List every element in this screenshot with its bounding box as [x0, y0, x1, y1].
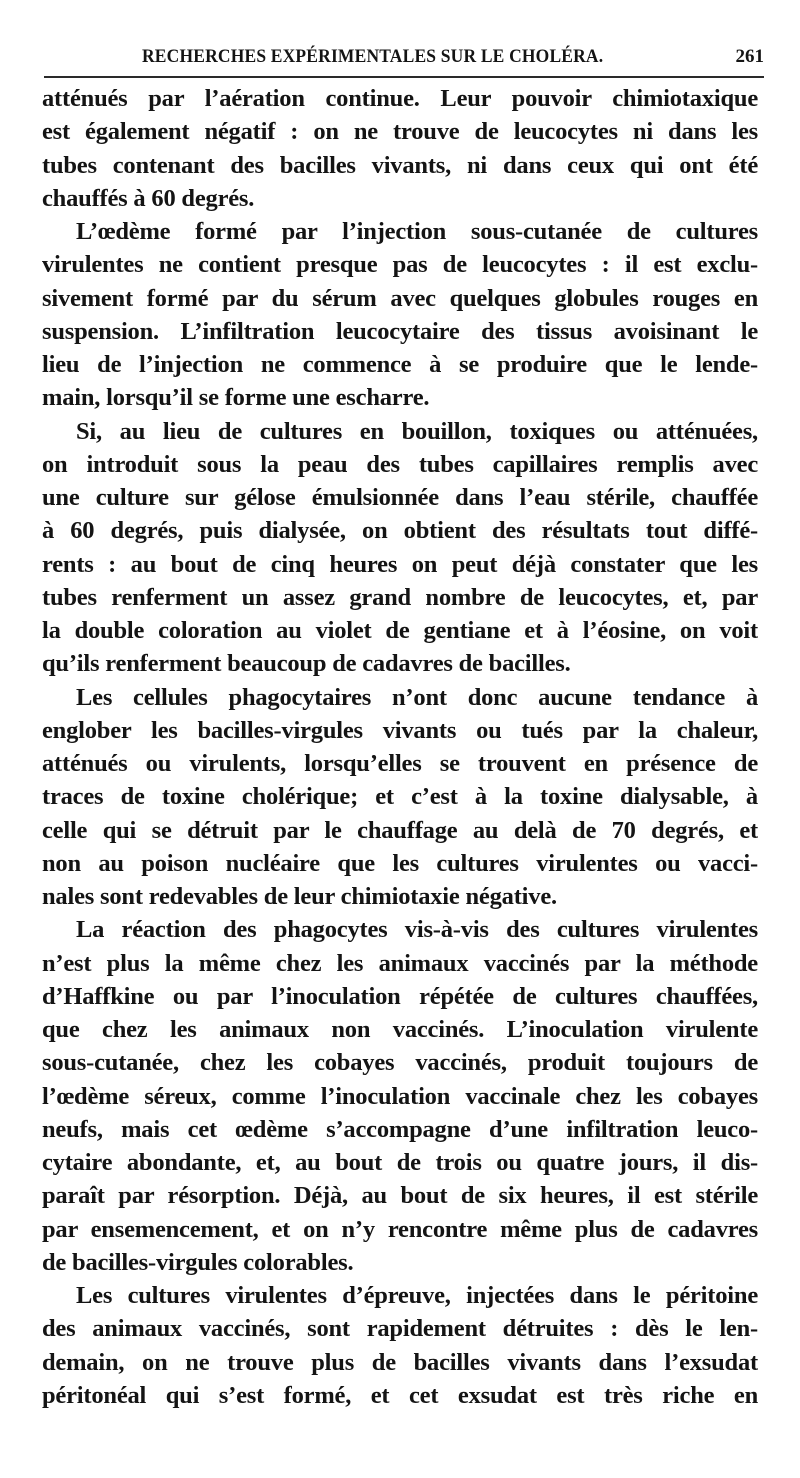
- text-line: rents : au bout de cinq heures on peut déjà constater que les: [42, 550, 758, 578]
- text-line: demain, on ne trouve plus de bacilles vivants dans l’exsudat: [42, 1348, 758, 1376]
- text-line: de bacilles-virgules colorables.: [42, 1248, 354, 1276]
- text-line: virulentes ne contient presque pas de leucocytes : il est exclu-: [42, 251, 758, 279]
- paragraph-start-line: L’œdème formé par l’injection sous-cutanée de cultures: [76, 218, 758, 245]
- text-line: atténués par l’aération continue. Leur pouvoir chimiotaxique: [42, 85, 758, 112]
- text-line: sous-cutanée, chez les cobayes vaccinés, produit toujours de: [42, 1049, 758, 1077]
- text-line: sivement formé par du sérum avec quelques globules rouges en: [42, 284, 758, 312]
- text-line: neufs, mais cet œdème s’accompagne d’une infiltration leuco-: [42, 1115, 758, 1143]
- text-line: traces de toxine cholérique; et c’est à la toxine dialysable, à: [42, 783, 758, 811]
- paragraph-start-line: Les cultures virulentes d’épreuve, injectées dans le péritoine: [76, 1282, 758, 1309]
- text-line: qu’ils renferment beaucoup de cadavres de bacilles.: [42, 650, 571, 678]
- text-line: d’Haffkine ou par l’inoculation répétée de cultures chauffées,: [42, 982, 758, 1010]
- text-line: englober les bacilles-virgules vivants ou tués par la chaleur,: [42, 716, 758, 744]
- text-line: atténués ou virulents, lorsqu’elles se trouvent en présence de: [42, 750, 758, 777]
- paragraph-start-line: La réaction des phagocytes vis-à-vis des cultures virulentes: [76, 916, 758, 944]
- running-header: [44, 42, 764, 76]
- text-line: chauffés à 60 degrés.: [42, 184, 255, 212]
- header-rule: [44, 76, 764, 78]
- text-line: cytaire abondante, et, au bout de trois ou quatre jours, il dis-: [42, 1149, 758, 1176]
- text-line: main, lorsqu’il se forme une escharre.: [42, 384, 430, 412]
- body-text: [42, 82, 758, 1412]
- text-line: lieu de l’injection ne commence à se produire que le lende-: [42, 351, 758, 378]
- text-line: que chez les animaux non vaccinés. L’inoculation virulente: [42, 1016, 758, 1043]
- text-line: tubes renferment un assez grand nombre de leucocytes, et, par: [42, 583, 758, 611]
- running-title: RECHERCHES EXPÉRIMENTALES SUR LE CHOLÉRA.: [142, 46, 604, 67]
- text-line: nales sont redevables de leur chimiotaxie négative.: [42, 883, 557, 910]
- text-line: à 60 degrés, puis dialysée, on obtient des résultats tout diffé-: [42, 517, 758, 545]
- text-line: non au poison nucléaire que les cultures virulentes ou vacci-: [42, 849, 758, 877]
- text-line: la double coloration au violet de gentiane et à l’éosine, on voit: [42, 617, 758, 644]
- text-line: par ensemencement, et on n’y rencontre même plus de cadavres: [42, 1215, 758, 1243]
- text-line: on introduit sous la peau des tubes capillaires remplis avec: [42, 450, 758, 478]
- text-line: est également négatif : on ne trouve de leucocytes ni dans les: [42, 118, 758, 146]
- text-line: paraît par résorption. Déjà, au bout de six heures, il est stérile: [42, 1182, 758, 1210]
- text-line: une culture sur gélose émulsionnée dans l’eau stérile, chauffée: [42, 484, 758, 511]
- text-line: n’est plus la même chez les animaux vaccinés par la méthode: [42, 949, 758, 977]
- text-line: péritonéal qui s’est formé, et cet exsudat est très riche en: [42, 1381, 758, 1409]
- text-line: suspension. L’infiltration leucocytaire des tissus avoisinant le: [42, 317, 758, 345]
- text-line: des animaux vaccinés, sont rapidement détruites : dès le len-: [42, 1315, 758, 1343]
- paragraph-start-line: Si, au lieu de cultures en bouillon, toxiques ou atténuées,: [76, 417, 758, 445]
- text-line: tubes contenant des bacilles vivants, ni dans ceux qui ont été: [42, 151, 758, 179]
- paragraph-start-line: Les cellules phagocytaires n’ont donc aucune tendance à: [76, 683, 758, 711]
- text-line: celle qui se détruit par le chauffage au delà de 70 degrés, et: [42, 816, 758, 844]
- text-line: l’œdème séreux, comme l’inoculation vaccinale chez les cobayes: [42, 1082, 758, 1110]
- page-number: 261: [735, 46, 764, 67]
